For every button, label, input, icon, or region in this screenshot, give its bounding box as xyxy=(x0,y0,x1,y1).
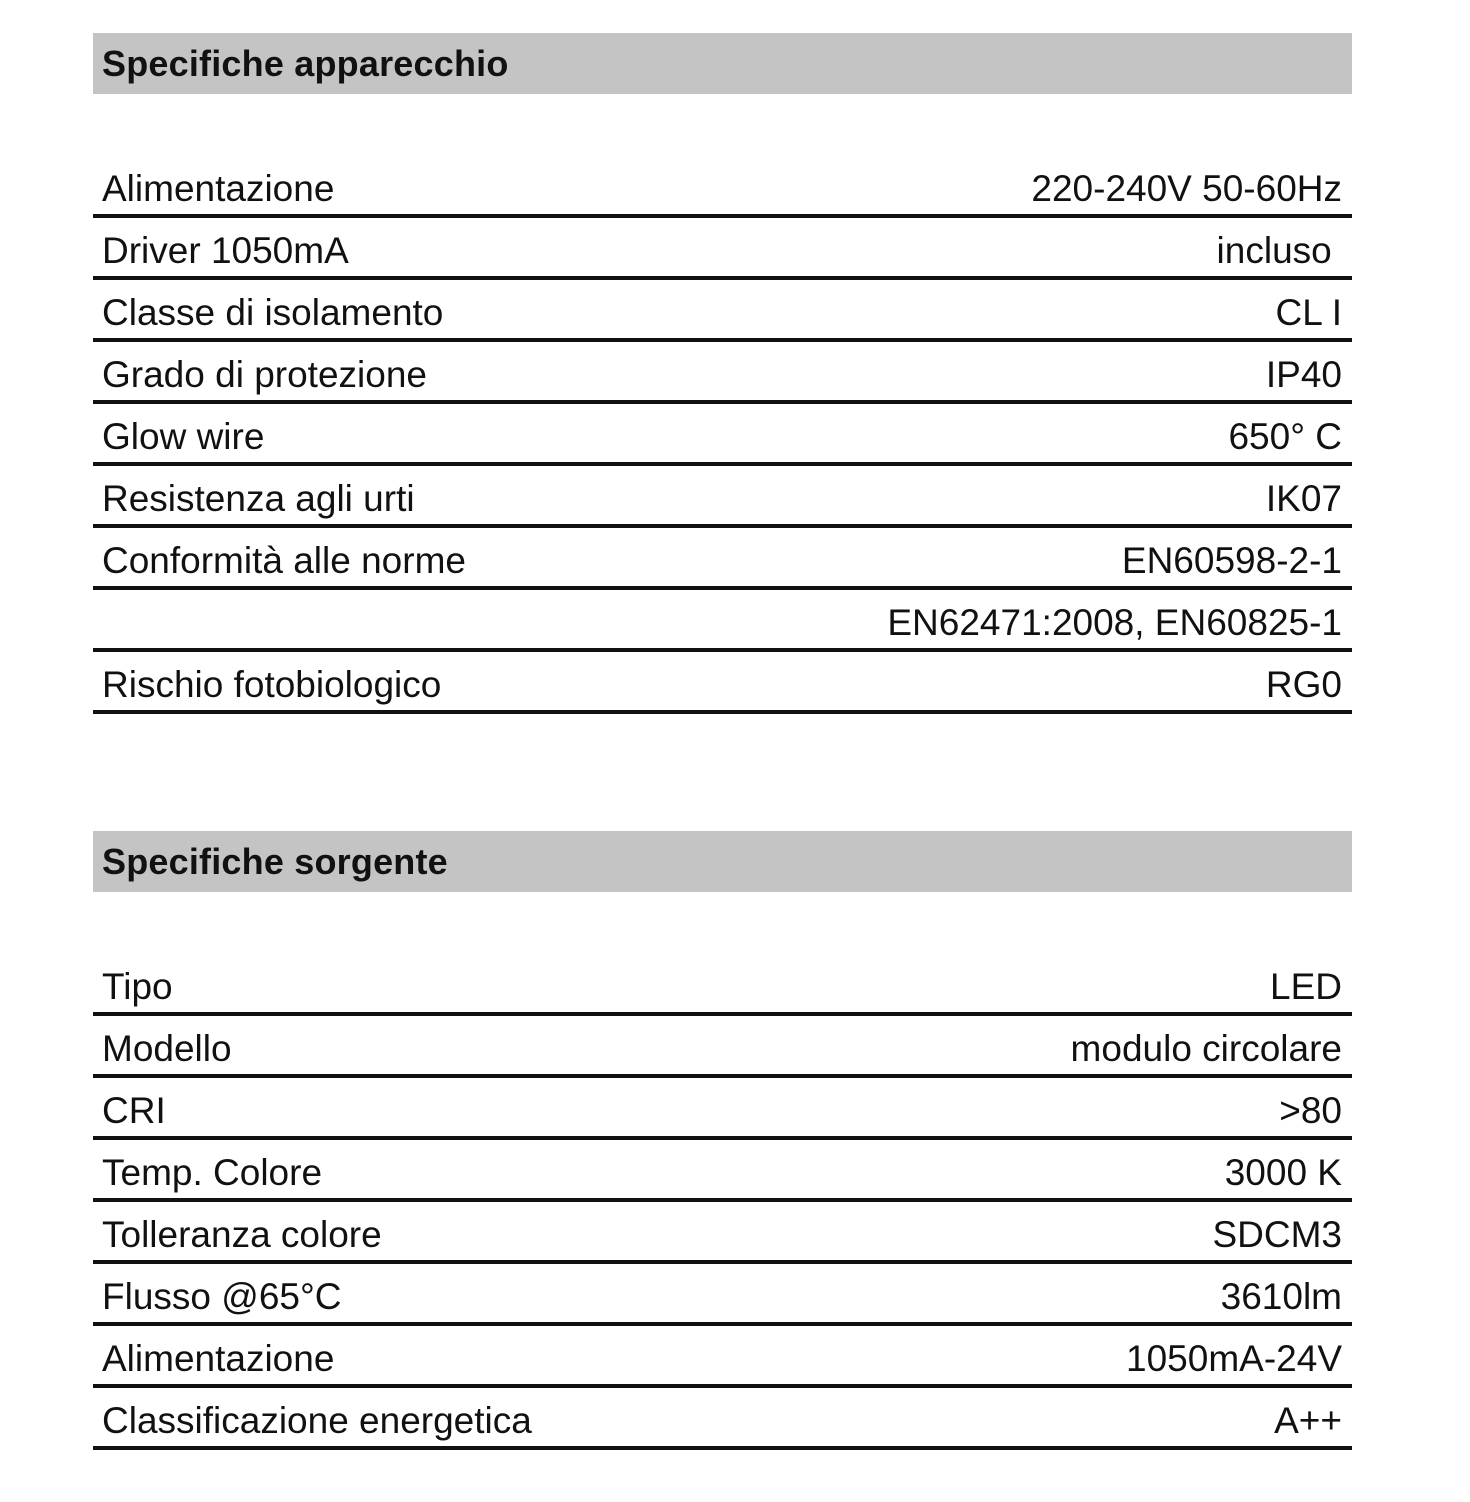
device-specs-table xyxy=(93,156,1352,714)
spec-label: Alimentazione xyxy=(102,168,335,209)
spec-row xyxy=(93,590,1352,652)
spec-value: A++ xyxy=(1274,1400,1342,1441)
spec-row xyxy=(93,342,1352,404)
spec-row xyxy=(93,404,1352,466)
spec-value: CL I xyxy=(1275,292,1342,333)
spec-label: Flusso @65°C xyxy=(102,1276,342,1317)
spec-row xyxy=(93,1264,1352,1326)
spec-label: CRI xyxy=(102,1090,166,1131)
device-specs-header xyxy=(93,33,1352,94)
spec-label: Tolleranza colore xyxy=(102,1214,382,1255)
spec-label: Conformità alle norme xyxy=(102,540,466,581)
source-specs-title: Specifiche sorgente xyxy=(102,840,448,882)
spec-label: Driver 1050mA xyxy=(102,230,349,271)
spec-value: IK07 xyxy=(1265,478,1342,519)
spec-value: 650° C xyxy=(1228,416,1342,457)
spec-value: EN60598-2-1 xyxy=(1121,540,1342,581)
spec-label: Rischio fotobiologico xyxy=(102,664,442,705)
spec-row xyxy=(93,1140,1352,1202)
spec-label: Temp. Colore xyxy=(102,1152,323,1193)
spec-value: incluso xyxy=(1216,230,1342,271)
spec-value: 220-240V 50-60Hz xyxy=(1031,168,1342,209)
spec-label: Classe di isolamento xyxy=(102,292,444,333)
spec-row xyxy=(93,1016,1352,1078)
spec-value: >80 xyxy=(1279,1090,1342,1131)
spec-value: RG0 xyxy=(1265,664,1342,705)
spec-value: 1050mA-24V xyxy=(1126,1338,1342,1379)
spec-value: SDCM3 xyxy=(1212,1214,1342,1255)
spec-row xyxy=(93,652,1352,714)
spec-row xyxy=(93,1326,1352,1388)
spec-label: Classificazione energetica xyxy=(102,1400,532,1441)
spec-label: Glow wire xyxy=(102,416,265,457)
source-specs-section xyxy=(93,831,1352,1450)
spec-label: Modello xyxy=(102,1028,232,1069)
spec-row xyxy=(93,1388,1352,1450)
spec-value: 3610lm xyxy=(1220,1276,1342,1317)
device-specs-section xyxy=(93,33,1352,714)
spec-label: Grado di protezione xyxy=(102,354,427,395)
spec-value: LED xyxy=(1270,966,1342,1007)
spec-label: Resistenza agli urti xyxy=(102,478,415,519)
spec-row xyxy=(93,528,1352,590)
spec-row xyxy=(93,466,1352,528)
spec-value: 3000 K xyxy=(1224,1152,1342,1193)
spec-row xyxy=(93,280,1352,342)
source-specs-table xyxy=(93,954,1352,1450)
spec-value: IP40 xyxy=(1265,354,1342,395)
spec-row xyxy=(93,218,1352,280)
spec-value: EN62471:2008, EN60825-1 xyxy=(887,602,1342,643)
source-specs-header xyxy=(93,831,1352,892)
spec-row xyxy=(93,1078,1352,1140)
spec-row xyxy=(93,1202,1352,1264)
device-specs-title: Specifiche apparecchio xyxy=(102,42,509,84)
spec-label: Alimentazione xyxy=(102,1338,335,1379)
spec-row xyxy=(93,954,1352,1016)
spec-label: Tipo xyxy=(102,966,173,1007)
spec-value: modulo circolare xyxy=(1070,1028,1342,1069)
spec-row xyxy=(93,156,1352,218)
